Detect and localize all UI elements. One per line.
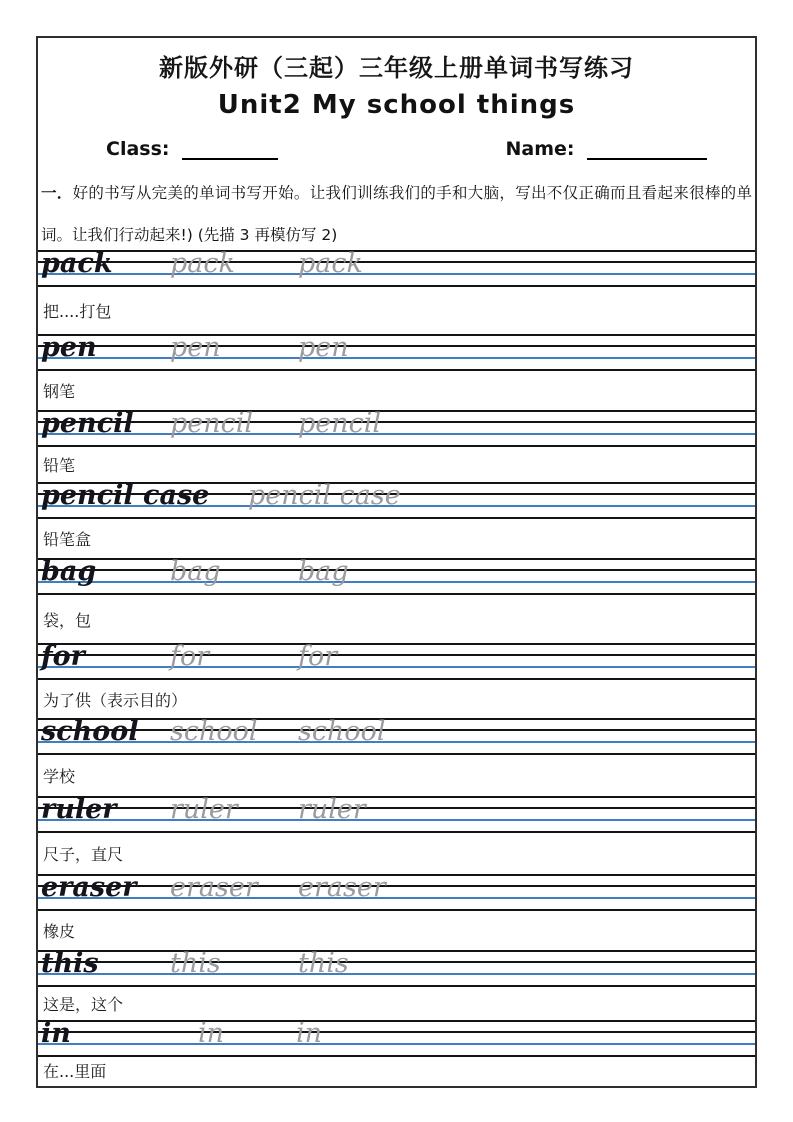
baseline-blue-line [38,666,755,668]
writing-grid [38,1020,755,1057]
baseline-blue-line [38,741,755,743]
guide-line [38,250,755,252]
practice-row [38,482,755,558]
guide-line [38,909,755,911]
trace-word: in [296,1018,323,1049]
practice-word: pencil case [41,480,210,511]
guide-line [38,950,755,952]
guide-line [38,718,755,720]
practice-word: pack [41,248,113,279]
trace-word: school [170,716,258,747]
guide-line [38,831,755,833]
baseline-blue-line [38,819,755,821]
guide-line [38,558,755,560]
practice-word: in [41,1018,71,1049]
trace-word: school [298,716,386,747]
practice-word: pencil [41,408,134,439]
writing-grid [38,410,755,447]
guide-line [38,796,755,798]
writing-grid [38,643,755,680]
guide-line [38,421,755,423]
word-meaning: 铅笔 [43,456,76,475]
practice-word: school [41,716,139,747]
word-meaning: 把....打包 [43,302,112,321]
trace-word: pack [170,248,235,279]
word-meaning: 尺子，直尺 [43,845,124,864]
word-meaning: 铅笔盒 [43,530,92,549]
guide-line [38,985,755,987]
writing-grid [38,334,755,371]
baseline-blue-line [38,433,755,435]
name-label: Name: [505,138,575,160]
trace-word: in [198,1018,225,1049]
writing-grid [38,718,755,755]
writing-grid [38,482,755,519]
practice-row [38,874,755,950]
guide-line [38,1031,755,1033]
guide-line [38,410,755,412]
word-meaning: 袋，包 [43,610,92,630]
trace-word: pencil case [248,480,401,511]
practice-word: this [41,948,99,979]
guide-line [38,445,755,447]
trace-word: bag [298,556,349,587]
practice-row [38,558,755,643]
word-meaning: 这是，这个 [43,995,124,1014]
baseline-blue-line [38,973,755,975]
practice-word: for [41,641,85,672]
writing-grid [38,874,755,911]
guide-line [38,874,755,876]
guide-line [38,593,755,595]
writing-grid [38,250,755,287]
class-name-row [38,132,755,160]
trace-word: this [298,948,349,979]
trace-word: bag [170,556,221,587]
practice-word: pen [41,332,97,363]
trace-word: eraser [170,872,258,903]
trace-word: ruler [298,794,366,825]
guide-line [38,729,755,731]
name-blank-line [587,140,707,160]
guide-line [38,334,755,336]
baseline-blue-line [38,1043,755,1045]
word-meaning: 钢笔 [43,382,76,401]
trace-word: pencil [170,408,254,439]
practice-row [38,250,755,334]
guide-line [38,1055,755,1057]
baseline-blue-line [38,273,755,275]
practice-word: ruler [41,794,117,825]
instructions-number: 一． [41,184,73,202]
trace-word: pack [298,248,363,279]
practice-row [38,796,755,874]
baseline-blue-line [38,357,755,359]
guide-line [38,569,755,571]
worksheet-page [36,36,757,1088]
name-group [506,138,707,160]
trace-word: ruler [170,794,238,825]
guide-line [38,885,755,887]
guide-line [38,654,755,656]
writing-grid [38,796,755,833]
practice-row [38,643,755,718]
practice-row [38,950,755,1020]
practice-word: eraser [41,872,137,903]
word-meaning: 为了供（表示目的） [43,690,188,710]
guide-line [38,285,755,287]
guide-line [38,369,755,371]
unit-title: Unit2 My school things [217,90,576,120]
trace-word: for [170,641,210,672]
practice-row [38,334,755,410]
word-meaning: 橡皮 [43,922,76,941]
trace-word: pen [170,332,221,363]
trace-word: this [170,948,221,979]
baseline-blue-line [38,581,755,583]
practice-word: bag [41,556,97,587]
baseline-blue-line [38,897,755,899]
guide-line [38,1020,755,1022]
practice-row [38,410,755,482]
guide-line [38,345,755,347]
trace-word: pen [298,332,349,363]
trace-word: eraser [298,872,386,903]
word-meaning: 学校 [43,767,76,786]
page-title: 新版外研（三起）三年级上册单词书写练习 [159,54,634,82]
practice-row [38,1020,755,1084]
class-label: Class: [106,138,170,160]
instructions-body: 好的书写从完美的单词书写开始。让我们训练我们的手和大脑，写出不仅正确而且看起来很棒的单词。让我们行动起来!) (先描 3 再模仿写 2) [41,184,752,244]
guide-line [38,961,755,963]
instructions-text [41,172,752,256]
writing-grid [38,558,755,595]
guide-line [38,261,755,263]
word-meaning: 在...里面 [43,1062,107,1081]
guide-line [38,807,755,809]
guide-line [38,643,755,645]
guide-line [38,753,755,755]
guide-line [38,517,755,519]
class-blank-line [182,140,278,160]
practice-row [38,718,755,796]
trace-word: pencil [298,408,382,439]
practice-rows [38,250,755,1084]
writing-grid [38,950,755,987]
trace-word: for [298,641,338,672]
